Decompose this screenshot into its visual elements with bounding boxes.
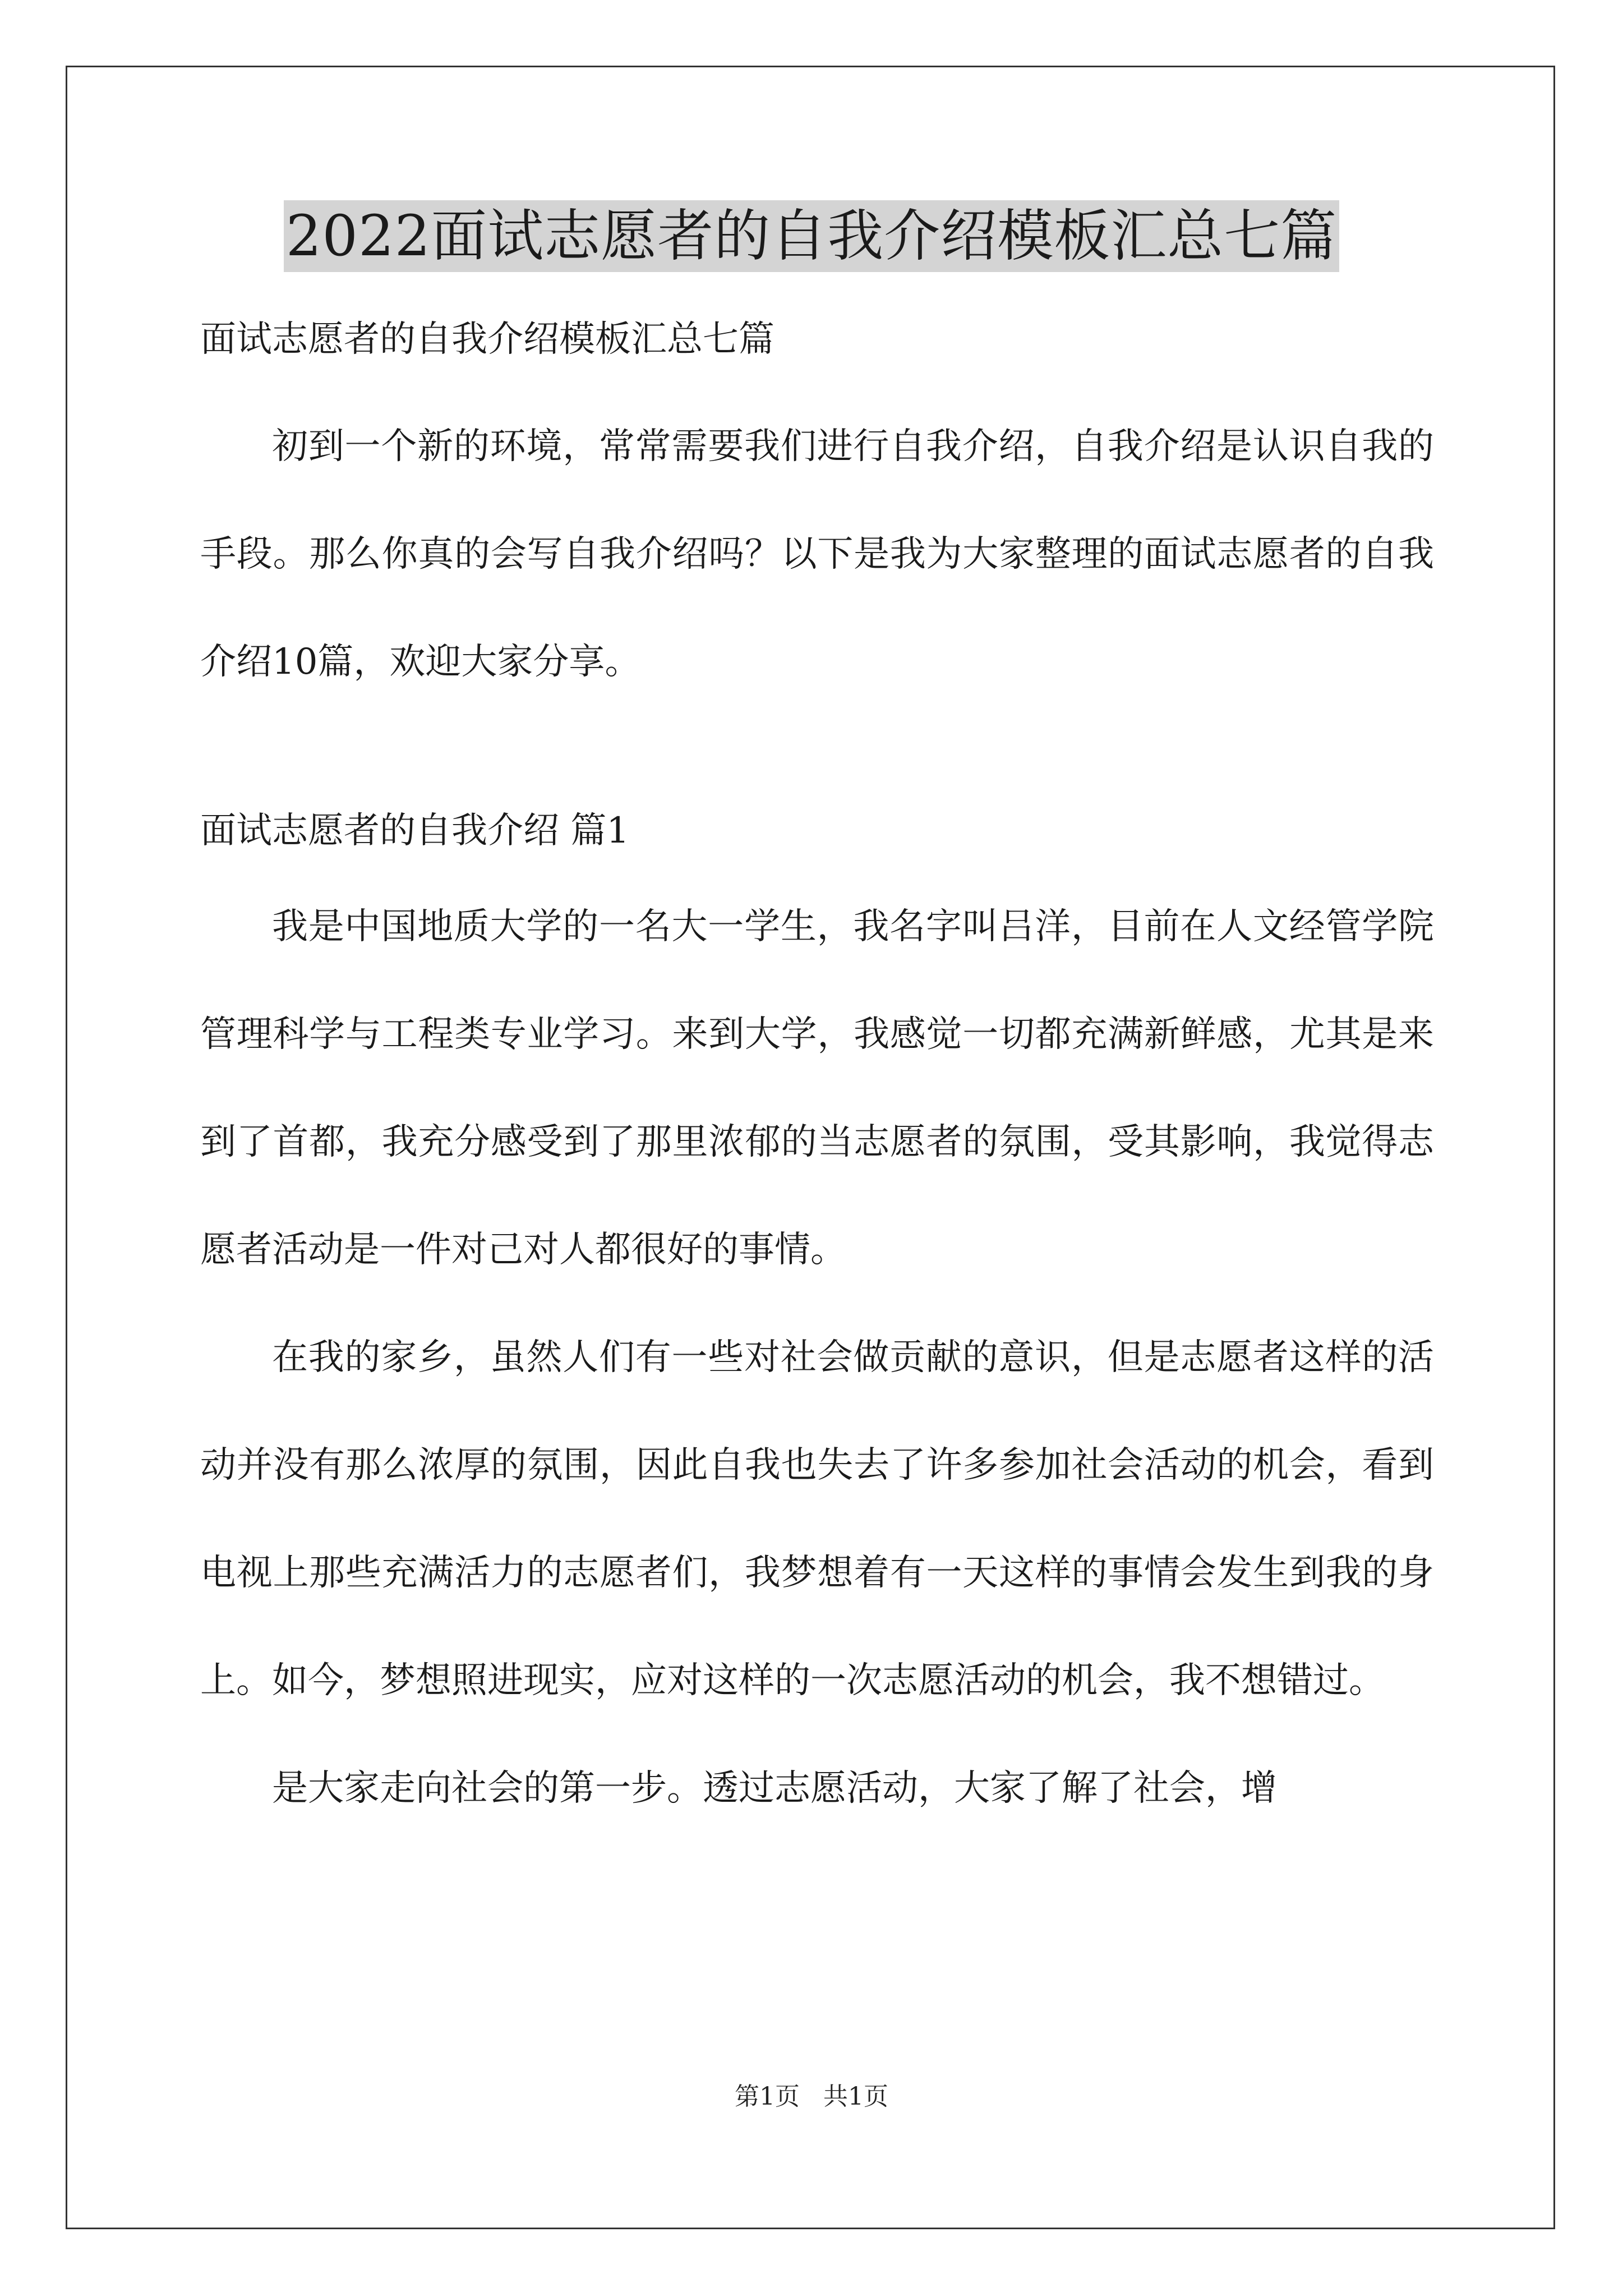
document-title: 2022面试志愿者的自我介绍模板汇总七篇 bbox=[284, 200, 1340, 272]
intro-paragraph: 初到一个新的环境，常常需要我们进行自我介绍，自我介绍是认识自我的手段。那么你真的会写自我介绍吗？以下是我为大家整理的面试志愿者的自我介绍10篇，欢迎大家分享。 bbox=[200, 426, 1434, 683]
body-paragraph: 在我的家乡，虽然人们有一些对社会做贡献的意识，但是志愿者这样的活动并没有那么浓厚的氛围，因此自我也失去了许多参加社会活动的机会，看到电视上那些充满活力的志愿者们，我梦想着有一天这样的事情会发生到我的身上。如今，梦想照进现实，应对这样的一次志愿活动的机会，我不想错过。 bbox=[200, 1337, 1434, 1701]
section-heading: 面试志愿者的自我介绍 篇1 bbox=[200, 810, 630, 852]
document-body bbox=[200, 314, 1434, 1842]
document-subtitle: 面试志愿者的自我介绍模板汇总七篇 bbox=[200, 319, 774, 360]
page-footer: 第1页 共1页 bbox=[735, 2082, 888, 2111]
title-container bbox=[0, 200, 1623, 272]
body-paragraph: 我是中国地质大学的一名大一学生，我名字叫吕洋，目前在人文经管学院管理科学与工程类专业学习。来到大学，我感觉一切都充满新鲜感，尤其是来到了首都，我充分感受到了那里浓郁的当志愿者的氛围，受其影响，我觉得志愿者活动是一件对己对人都很好的事情。 bbox=[200, 906, 1434, 1271]
body-paragraph: 是大家走向社会的第一步。透过志愿活动，大家了解了社会，增 bbox=[272, 1768, 1277, 1809]
